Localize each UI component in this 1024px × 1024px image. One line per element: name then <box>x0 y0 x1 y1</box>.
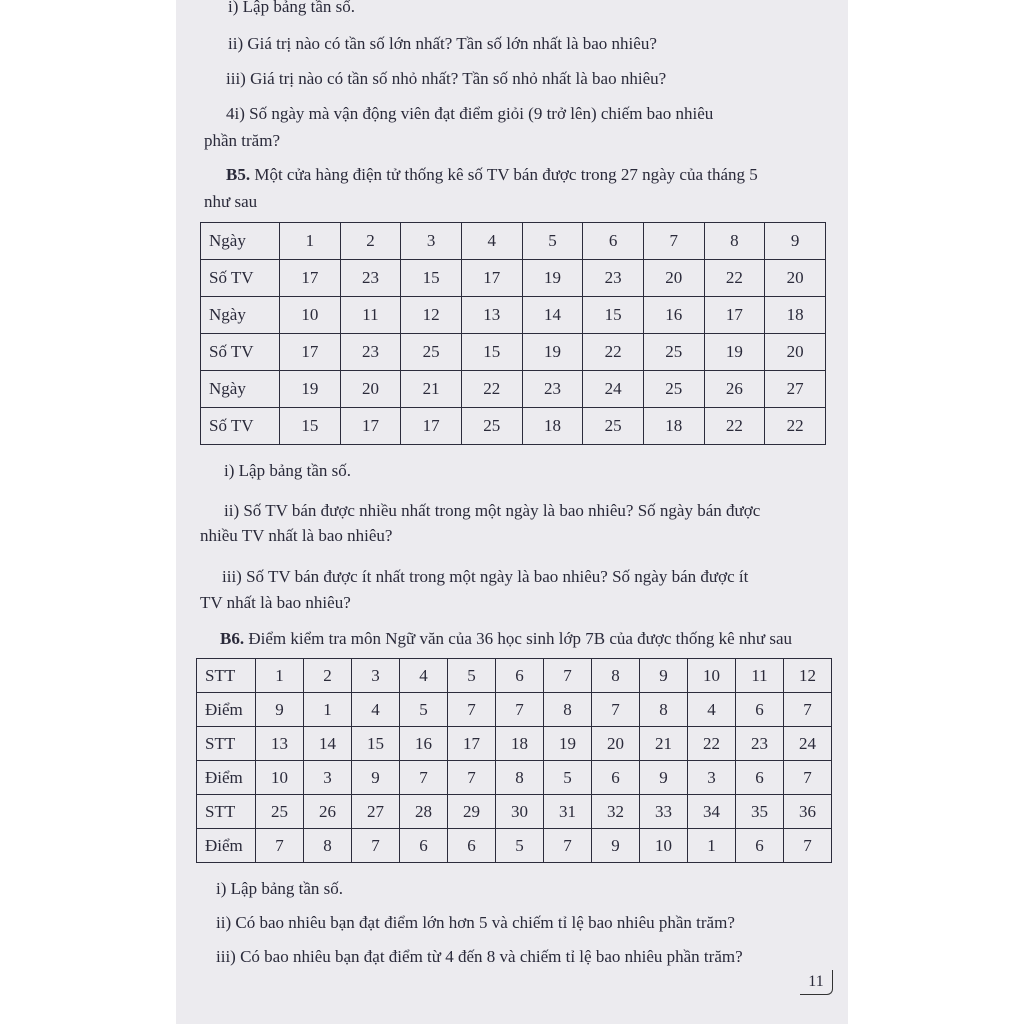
table-cell: 7 <box>352 829 400 863</box>
table-cell: 8 <box>544 693 592 727</box>
b6-question-3: iii) Có bao nhiêu bạn đạt điểm từ 4 đến 8 và chiếm tỉ lệ bao nhiêu phần trăm? <box>216 947 743 966</box>
table-cell: 29 <box>448 795 496 829</box>
table-cell: 9 <box>765 223 826 260</box>
table-cell: 2 <box>340 223 401 260</box>
table-row <box>197 727 832 761</box>
table-row <box>197 795 832 829</box>
table-cell: 22 <box>704 408 765 445</box>
table-cell: 7 <box>592 693 640 727</box>
table-cell: 14 <box>522 297 583 334</box>
table-cell: 3 <box>304 761 352 795</box>
row-header-cell: STT <box>197 727 256 761</box>
table-row <box>197 761 832 795</box>
table-cell: 4 <box>400 659 448 693</box>
table-cell: 36 <box>784 795 832 829</box>
table-cell: 25 <box>461 408 522 445</box>
table-cell: 15 <box>461 334 522 371</box>
table-cell: 1 <box>688 829 736 863</box>
table-cell: 15 <box>280 408 341 445</box>
row-header-cell: Điểm <box>197 829 256 863</box>
b6-question-2: ii) Có bao nhiêu bạn đạt điểm lớn hơn 5 và chiếm tỉ lệ bao nhiêu phần trăm? <box>216 913 735 932</box>
table-cell: 26 <box>704 371 765 408</box>
table-cell: 7 <box>448 761 496 795</box>
table-cell: 7 <box>400 761 448 795</box>
table-cell: 20 <box>592 727 640 761</box>
table-cell: 27 <box>352 795 400 829</box>
table-cell: 21 <box>401 371 462 408</box>
table-cell: 22 <box>461 371 522 408</box>
row-header-cell: Số TV <box>201 408 280 445</box>
table-cell: 11 <box>736 659 784 693</box>
table-cell: 18 <box>496 727 544 761</box>
table-cell: 22 <box>704 260 765 297</box>
b5-label: B5. <box>226 165 251 184</box>
table-cell: 19 <box>704 334 765 371</box>
table-cell: 7 <box>784 829 832 863</box>
table-cell: 19 <box>280 371 341 408</box>
table-cell: 32 <box>592 795 640 829</box>
table-cell: 11 <box>340 297 401 334</box>
table-cell: 5 <box>522 223 583 260</box>
table-cell: 35 <box>736 795 784 829</box>
b6-label: B6. <box>220 629 245 648</box>
row-header-cell: Điểm <box>197 761 256 795</box>
table-cell: 13 <box>461 297 522 334</box>
table-cell: 9 <box>592 829 640 863</box>
table-cell: 6 <box>400 829 448 863</box>
table-cell: 23 <box>583 260 644 297</box>
table-cell: 18 <box>643 408 704 445</box>
table-cell: 16 <box>400 727 448 761</box>
table-cell: 15 <box>352 727 400 761</box>
table-cell: 6 <box>736 761 784 795</box>
table-cell: 6 <box>736 829 784 863</box>
table-cell: 15 <box>401 260 462 297</box>
row-header-cell: Số TV <box>201 334 280 371</box>
row-header-cell: Điểm <box>197 693 256 727</box>
table-cell: 18 <box>522 408 583 445</box>
table-cell: 21 <box>640 727 688 761</box>
table-cell: 10 <box>688 659 736 693</box>
table-cell: 4 <box>688 693 736 727</box>
table-cell: 1 <box>280 223 341 260</box>
table-cell: 9 <box>640 659 688 693</box>
table-cell: 6 <box>496 659 544 693</box>
table-cell: 7 <box>448 693 496 727</box>
page-number: 11 <box>800 970 833 995</box>
table-cell: 7 <box>544 829 592 863</box>
table-cell: 7 <box>256 829 304 863</box>
table-cell: 19 <box>522 260 583 297</box>
prev-question-1: i) Lập bảng tần số. <box>228 0 355 16</box>
table-cell: 20 <box>765 334 826 371</box>
table-cell: 8 <box>704 223 765 260</box>
table-cell: 25 <box>643 371 704 408</box>
table-cell: 16 <box>643 297 704 334</box>
table-cell: 17 <box>448 727 496 761</box>
b6-intro <box>220 628 792 650</box>
prev-question-3: iii) Giá trị nào có tần số nhỏ nhất? Tần số nhỏ nhất là bao nhiêu? <box>226 69 667 88</box>
b5-question-2-line1: ii) Số TV bán được nhiều nhất trong một ngày là bao nhiêu? Số ngày bán được <box>224 501 761 520</box>
table-cell: 22 <box>583 334 644 371</box>
table-cell: 1 <box>304 693 352 727</box>
table-cell: 34 <box>688 795 736 829</box>
table-cell: 3 <box>352 659 400 693</box>
table-cell: 25 <box>401 334 462 371</box>
table-cell: 20 <box>340 371 401 408</box>
b5-question-3-line2: TV nhất là bao nhiêu? <box>200 593 351 612</box>
table-cell: 8 <box>640 693 688 727</box>
table-cell: 25 <box>256 795 304 829</box>
table-row <box>201 371 826 408</box>
table-cell: 2 <box>304 659 352 693</box>
table-cell: 10 <box>256 761 304 795</box>
table-cell: 20 <box>765 260 826 297</box>
table-cell: 8 <box>304 829 352 863</box>
table-cell: 6 <box>583 223 644 260</box>
table-cell: 3 <box>688 761 736 795</box>
table-cell: 28 <box>400 795 448 829</box>
b5-table <box>200 222 826 445</box>
table-cell: 23 <box>522 371 583 408</box>
table-cell: 7 <box>784 693 832 727</box>
table-cell: 22 <box>765 408 826 445</box>
table-cell: 12 <box>784 659 832 693</box>
row-header-cell: STT <box>197 659 256 693</box>
table-row <box>201 297 826 334</box>
table-cell: 33 <box>640 795 688 829</box>
table-cell: 3 <box>401 223 462 260</box>
table-row <box>197 659 832 693</box>
table-cell: 17 <box>401 408 462 445</box>
table-row <box>197 829 832 863</box>
table-cell: 9 <box>640 761 688 795</box>
b6-table <box>196 658 832 863</box>
b5-intro-line2: như sau <box>204 192 258 211</box>
table-cell: 9 <box>256 693 304 727</box>
table-cell: 6 <box>448 829 496 863</box>
table-cell: 17 <box>704 297 765 334</box>
table-cell: 12 <box>401 297 462 334</box>
table-cell: 4 <box>461 223 522 260</box>
table-cell: 30 <box>496 795 544 829</box>
table-cell: 31 <box>544 795 592 829</box>
row-header-cell: STT <box>197 795 256 829</box>
table-cell: 5 <box>544 761 592 795</box>
table-cell: 20 <box>643 260 704 297</box>
table-cell: 17 <box>461 260 522 297</box>
b5-question-1: i) Lập bảng tần số. <box>224 461 351 480</box>
table-cell: 10 <box>640 829 688 863</box>
row-header-cell: Ngày <box>201 223 280 260</box>
table-cell: 23 <box>736 727 784 761</box>
b5-intro-text: Một cửa hàng điện tử thống kê số TV bán được trong 27 ngày của tháng 5 <box>250 165 758 184</box>
table-cell: 10 <box>280 297 341 334</box>
table-cell: 25 <box>643 334 704 371</box>
b6-question-1: i) Lập bảng tần số. <box>216 879 343 898</box>
table-cell: 23 <box>340 334 401 371</box>
table-row <box>201 223 826 260</box>
table-cell: 17 <box>280 260 341 297</box>
table-cell: 6 <box>736 693 784 727</box>
table-row <box>201 260 826 297</box>
table-cell: 5 <box>496 829 544 863</box>
table-cell: 5 <box>400 693 448 727</box>
prev-question-4-line1: 4i) Số ngày mà vận động viên đạt điểm giỏi (9 trở lên) chiếm bao nhiêu <box>226 104 714 123</box>
table-cell: 9 <box>352 761 400 795</box>
table-cell: 8 <box>592 659 640 693</box>
table-cell: 27 <box>765 371 826 408</box>
table-cell: 7 <box>496 693 544 727</box>
table-cell: 4 <box>352 693 400 727</box>
row-header-cell: Ngày <box>201 371 280 408</box>
table-cell: 15 <box>583 297 644 334</box>
row-header-cell: Số TV <box>201 260 280 297</box>
table-cell: 7 <box>643 223 704 260</box>
table-cell: 19 <box>544 727 592 761</box>
table-cell: 6 <box>592 761 640 795</box>
table-row <box>197 693 832 727</box>
table-cell: 5 <box>448 659 496 693</box>
table-cell: 13 <box>256 727 304 761</box>
table-cell: 24 <box>784 727 832 761</box>
prev-question-2: ii) Giá trị nào có tần số lớn nhất? Tần số lớn nhất là bao nhiêu? <box>228 34 657 53</box>
b5-question-2-line2: nhiều TV nhất là bao nhiêu? <box>200 526 393 545</box>
table-cell: 7 <box>784 761 832 795</box>
prev-question-4-line2: phần trăm? <box>204 131 280 150</box>
table-cell: 14 <box>304 727 352 761</box>
b5-intro-line1 <box>226 164 758 186</box>
table-cell: 19 <box>522 334 583 371</box>
table-row <box>201 408 826 445</box>
table-cell: 26 <box>304 795 352 829</box>
b5-question-3-line1: iii) Số TV bán được ít nhất trong một ngày là bao nhiêu? Số ngày bán được ít <box>222 567 749 586</box>
table-cell: 24 <box>583 371 644 408</box>
table-cell: 23 <box>340 260 401 297</box>
table-cell: 7 <box>544 659 592 693</box>
table-cell: 17 <box>340 408 401 445</box>
table-cell: 17 <box>280 334 341 371</box>
table-cell: 1 <box>256 659 304 693</box>
table-cell: 25 <box>583 408 644 445</box>
table-cell: 22 <box>688 727 736 761</box>
b6-intro-text: Điểm kiểm tra môn Ngữ văn của 36 học sinh lớp 7B của được thống kê như sau <box>244 629 793 648</box>
row-header-cell: Ngày <box>201 297 280 334</box>
table-row <box>201 334 826 371</box>
table-cell: 18 <box>765 297 826 334</box>
table-cell: 8 <box>496 761 544 795</box>
